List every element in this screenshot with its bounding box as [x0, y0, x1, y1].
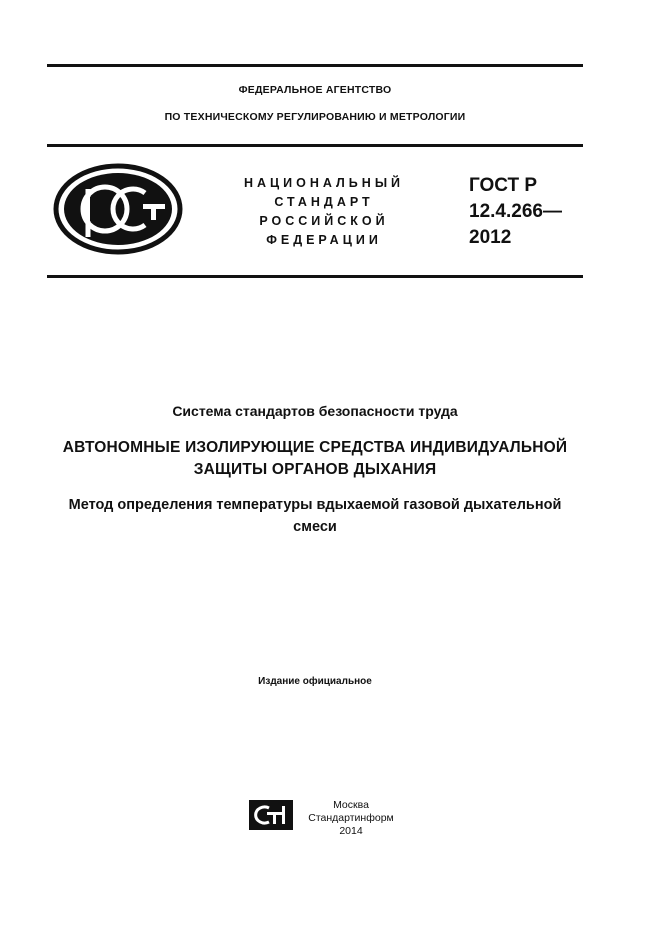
- national-standard-label: [232, 174, 416, 250]
- agency-line-1: ФЕДЕРАЛЬНОЕ АГЕНТСТВО: [238, 84, 392, 96]
- designation-line-2: 12.4.266—: [469, 201, 562, 222]
- document-title: [30, 437, 600, 481]
- document-subtitle: [30, 494, 600, 538]
- publisher-city: Москва: [333, 799, 369, 811]
- header-rule-bottom: [47, 275, 583, 278]
- standartinform-logo-icon: [249, 800, 293, 830]
- subtitle-line-2: смеси: [293, 519, 337, 535]
- national-standard-line: ФЕДЕРАЦИИ: [266, 233, 382, 247]
- rst-conformity-mark-icon: [53, 163, 183, 255]
- designation-line-1: ГОСТ Р: [469, 175, 538, 196]
- title-line-2: ЗАЩИТЫ ОРГАНОВ ДЫХАНИЯ: [193, 461, 437, 478]
- header-rule-top: [47, 144, 583, 147]
- standard-designation: [469, 173, 562, 251]
- national-standard-line: НАЦИОНАЛЬНЫЙ: [243, 176, 405, 190]
- subtitle-line-1: Метод определения температуры вдыхаемой газовой дыхательной: [68, 497, 562, 513]
- agency-line-2: ПО ТЕХНИЧЕСКОМУ РЕГУЛИРОВАНИЮ И МЕТРОЛОГИИ: [164, 111, 466, 123]
- designation-line-3: 2012: [469, 227, 512, 248]
- national-standard-line: СТАНДАРТ: [274, 195, 374, 209]
- title-line-1: АВТОНОМНЫЕ ИЗОЛИРУЮЩИЕ СРЕДСТВА ИНДИВИДУАЛЬНОЙ: [62, 439, 568, 456]
- publisher-info: [305, 799, 397, 838]
- publisher-name: Стандартинформ: [308, 812, 394, 824]
- edition-label: Издание официальное: [258, 676, 372, 687]
- publisher-year: 2014: [339, 825, 363, 837]
- top-rule: [47, 64, 583, 67]
- series-title: Система стандартов безопасности труда: [172, 403, 458, 419]
- national-standard-line: РОССИЙСКОЙ: [259, 214, 389, 228]
